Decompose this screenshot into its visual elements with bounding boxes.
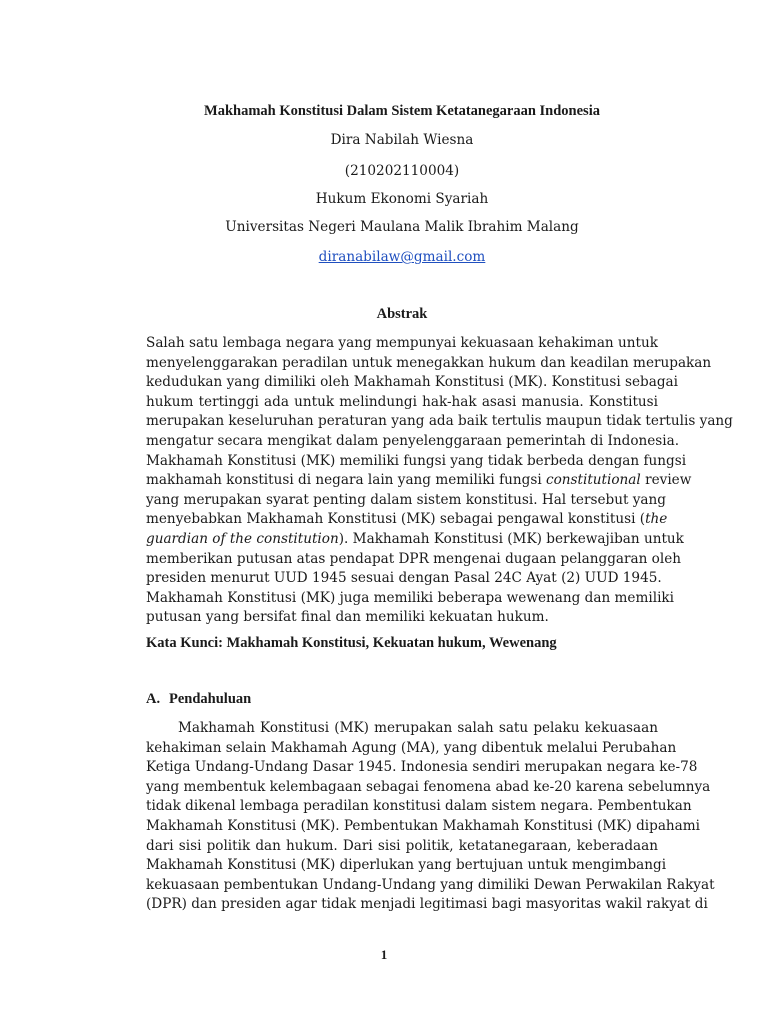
body-line: Makhamah Konstitusi (MK). Pembentukan Makhamah Konstitusi (MK) dipahami — [146, 817, 701, 834]
abstract-line — [146, 530, 684, 550]
abstract-italic-term: the — [645, 511, 668, 528]
body-line: yang membentuk kelembagaan sebagai fenomena abad ke-20 karena sebelumnya — [146, 778, 711, 795]
body-line: (DPR) dan presiden agar tidak menjadi legitimasi bagi masyoritas wakil rakyat di — [146, 896, 708, 913]
section-title: Pendahuluan — [169, 691, 252, 707]
author-name: Dira Nabilah Wiesna — [330, 132, 474, 148]
section-body — [146, 719, 715, 915]
body-line: tidak dikenal lembaga peradilan konstitusi dalam sistem negara. Pembentukan — [146, 798, 692, 815]
keywords: Kata Kunci: Makhamah Konstitusi, Kekuatan hukum, Wewenang — [146, 635, 557, 651]
body-line: kehakiman selain Makhamah Agung (MA), yang dibentuk melalui Perubahan — [146, 739, 677, 756]
abstract-text: ). Makhamah Konstitusi (MK) berkewajiban untuk — [338, 530, 684, 547]
abstract-line — [146, 471, 692, 491]
abstract-line: putusan yang bersifat final dan memiliki kekuatan hukum. — [146, 609, 549, 626]
section-number: A. — [146, 691, 161, 707]
body-line: Ketiga Undang-Undang Dasar 1945. Indonesia sendiri merupakan negara ke-78 — [146, 759, 698, 776]
abstract-text: review — [645, 472, 692, 489]
study-program: Hukum Ekonomi Syariah — [315, 191, 489, 207]
abstract-line: hukum tertinggi ada untuk melindungi hak-hak asasi manusia. Konstitusi — [146, 393, 658, 410]
section-heading — [146, 691, 251, 708]
body-line: dari sisi politik dan hukum. Dari sisi politik, ketatanegaraan, keberadaan — [146, 837, 658, 854]
abstract-line: presiden menurut UUD 1945 sesuai dengan Pasal 24C Ayat (2) UUD 1945. — [146, 570, 662, 587]
abstract-line: kedudukan yang dimiliki oleh Makhamah Konstitusi (MK). Konstitusi sebagai — [146, 374, 678, 391]
abstract-line: memberikan putusan atas pendapat DPR mengenai dugaan pelanggaran oleh — [146, 550, 682, 567]
body-line: Makhamah Konstitusi (MK) merupakan salah satu pelaku kekuasaan — [178, 720, 658, 736]
abstract-italic-term: guardian of the constitution — [146, 530, 339, 547]
abstract-text: menyebabkan Makhamah Konstitusi (MK) sebagai pengawal konstitusi ( — [146, 511, 646, 528]
body-line: Makhamah Konstitusi (MK) diperlukan yang bertujuan untuk mengimbangi — [146, 857, 667, 874]
abstract-text: makhamah konstitusi di negara lain yang memiliki fungsi — [146, 472, 542, 489]
student-id: (210202110004) — [344, 163, 460, 179]
abstract-line: mengatur secara mengikat dalam penyelenggaraan pemerintah di Indonesia. — [146, 432, 680, 449]
abstract-line: Makhamah Konstitusi (MK) memiliki fungsi yang tidak berbeda dengan fungsi — [146, 452, 687, 469]
body-line: kekuasaan pembentukan Undang-Undang yang dimiliki Dewan Perwakilan Rakyat — [146, 876, 715, 893]
abstract-body — [146, 334, 733, 628]
abstract-line: Salah satu lembaga negara yang mempunyai kekuasaan kehakiman untuk — [146, 335, 658, 351]
abstract-line: menyelenggarakan peradilan untuk menegakkan hukum dan keadilan merupakan — [146, 354, 712, 371]
abstract-line: Makhamah Konstitusi (MK) juga memiliki beberapa wewenang dan memiliki — [146, 589, 674, 606]
paper-title: Makhamah Konstitusi Dalam Sistem Ketatanegaraan Indonesia — [204, 103, 600, 119]
abstract-line: merupakan keseluruhan peraturan yang ada baik tertulis maupun tidak tertulis yang — [146, 413, 733, 430]
abstract-line: yang merupakan syarat penting dalam sistem konstitusi. Hal tersebut yang — [146, 491, 666, 508]
page-number: 1 — [380, 947, 388, 962]
abstract-line — [146, 510, 668, 530]
university-name: Universitas Negeri Maulana Malik Ibrahim Malang — [225, 219, 579, 235]
email-link[interactable]: diranabilaw@gmail.com — [318, 249, 486, 265]
abstract-italic-term: constitutional — [546, 472, 641, 489]
abstract-heading: Abstrak — [376, 306, 428, 322]
